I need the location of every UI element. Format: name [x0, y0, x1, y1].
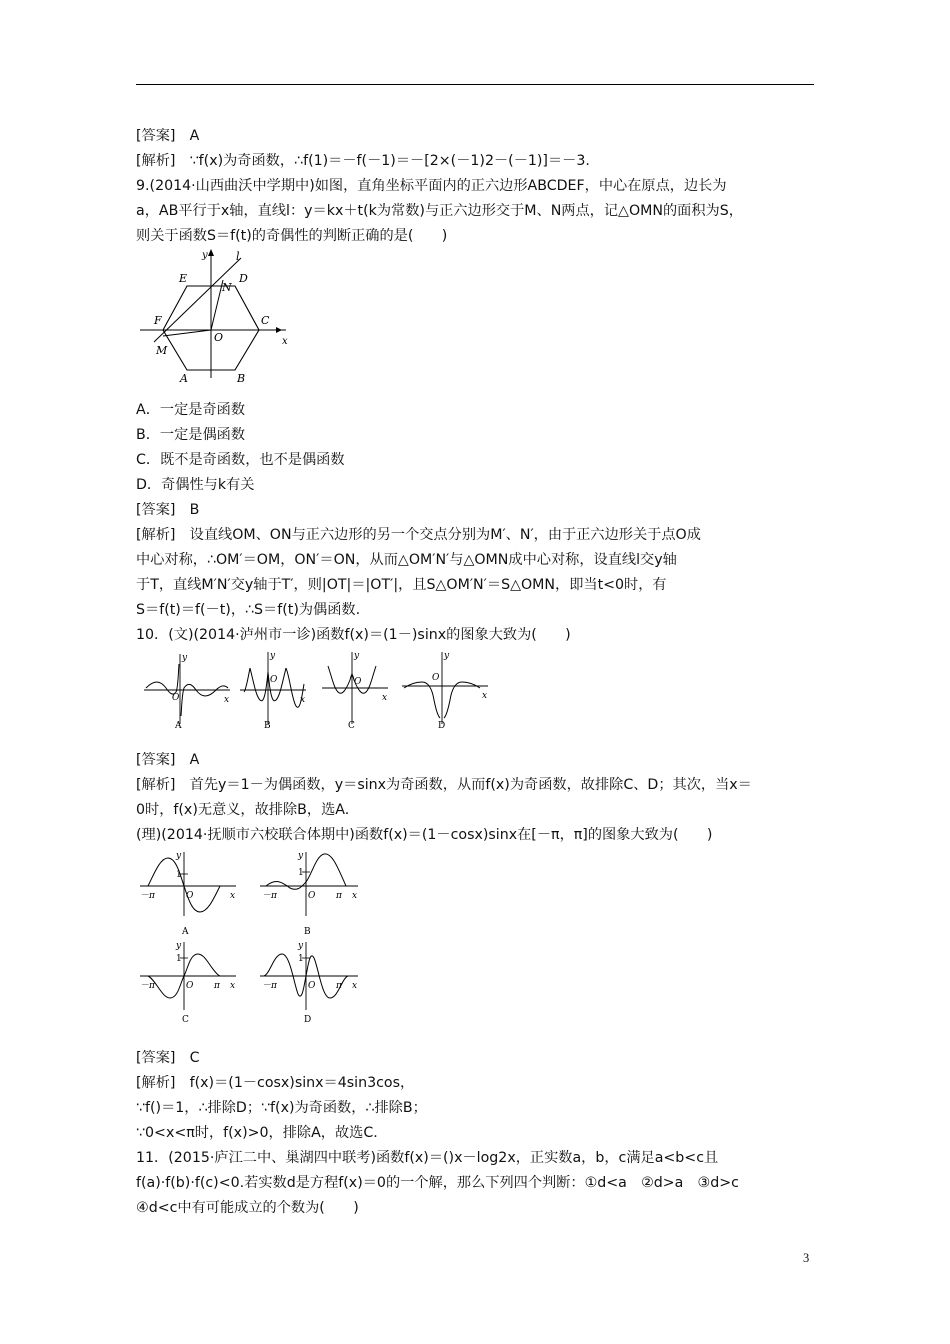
svg-text:y: y — [354, 651, 360, 661]
answer-10-wen: [答案] A — [136, 752, 200, 768]
graph-li-D-label: D — [304, 1015, 312, 1022]
answer-10-li: [答案] C — [136, 1050, 200, 1066]
svg-text:1: 1 — [176, 870, 182, 880]
svg-text:－π: －π — [262, 891, 277, 901]
question-10-li: (理)(2014·抚顺市六校联合体期中)函数f(x)＝(1－cosx)sinx在[－π，π]的图象大致为( ) — [136, 827, 713, 843]
graph-10B — [240, 651, 306, 731]
graph-10A-label: A — [175, 721, 182, 731]
segment-OM — [163, 330, 211, 336]
svg-text:π: π — [336, 891, 342, 901]
x-label: x — [282, 336, 288, 347]
svg-text:x: x — [230, 891, 236, 901]
graph-li-C-label: C — [182, 1015, 189, 1022]
svg-text:O: O — [172, 693, 180, 703]
vertex-B: B — [237, 372, 246, 385]
svg-text:－π: －π — [262, 981, 277, 991]
vertex-C: C — [261, 314, 270, 327]
svg-text:O: O — [354, 677, 362, 687]
svg-text:1: 1 — [298, 868, 304, 878]
hexagon-figure — [136, 246, 296, 386]
svg-text:x: x — [352, 981, 358, 991]
analysis-9-line2: 中心对称，∴OM′＝OM，ON′＝ON，从而△OM′N′与△OMN成中心对称，设直线l交y轴 — [136, 552, 677, 568]
line-l-label: l — [236, 250, 240, 263]
graph-10C — [322, 651, 388, 731]
svg-text:O: O — [270, 675, 278, 685]
y-label: y — [202, 250, 208, 261]
svg-text:x: x — [352, 891, 358, 901]
y-axis-arrow — [208, 249, 214, 256]
question-10-wen: 10．(文)(2014·泸州市一诊)函数f(x)＝(1－)sinx的图象大致为( ) — [136, 627, 571, 643]
line-l — [154, 258, 241, 342]
svg-text:y: y — [176, 941, 182, 951]
svg-text:y: y — [298, 851, 304, 861]
analysis-9-line3: 于T，直线M′N′交y轴于T′，则|OT|＝|OT′|，且S△OM′N′＝S△OMN，即当t<0时，有 — [136, 577, 667, 593]
svg-text:y: y — [444, 651, 450, 661]
option-9C: C．既不是奇函数，也不是偶函数 — [136, 452, 345, 468]
answer-8: [答案] A — [136, 128, 200, 144]
svg-text:x: x — [382, 693, 388, 703]
page-number: 3 — [803, 1251, 810, 1265]
analysis-10-wen-line1: [解析] 首先y＝1－为偶函数，y＝sinx为奇函数，从而f(x)为奇函数，故排除C、D；其次，当x＝ — [136, 777, 752, 793]
question-9-line1: 9.(2014·山西曲沃中学期中)如图，直角坐标平面内的正六边形ABCDEF，中心在原点，边长为 — [136, 178, 727, 194]
graph-li-B-label: B — [304, 927, 311, 937]
svg-text:y: y — [176, 851, 182, 861]
graph-li-D — [260, 941, 358, 1022]
question-9-line2: a，AB平行于x轴，直线l：y＝kx＋t(k为常数)与正六边形交于M、N两点，记△OMN的面积为S， — [136, 203, 743, 219]
graph-10D — [402, 651, 488, 731]
svg-text:y: y — [298, 941, 304, 951]
svg-text:π: π — [214, 981, 220, 991]
wen-graphs — [140, 648, 500, 736]
graph-10C-label: C — [348, 721, 355, 731]
option-9A: A．一定是奇函数 — [136, 402, 246, 418]
point-M: M — [156, 344, 168, 357]
analysis-9-line4: S＝f(t)＝f(－t)，∴S＝f(t)为偶函数. — [136, 602, 361, 618]
graph-li-C — [140, 941, 236, 1022]
option-9D: D．奇偶性与k有关 — [136, 477, 255, 493]
svg-text:x: x — [300, 695, 306, 705]
vertex-D: D — [239, 272, 248, 285]
svg-text:－π: －π — [140, 981, 155, 991]
graph-li-B — [260, 851, 358, 937]
svg-text:x: x — [482, 691, 488, 701]
svg-text:O: O — [186, 891, 194, 901]
analysis-9-line1: [解析] 设直线OM、ON与正六边形的另一个交点分别为M′、N′，由于正六边形关于点O成 — [136, 527, 701, 543]
vertex-A: A — [180, 372, 188, 385]
header-rule — [136, 84, 814, 85]
svg-text:O: O — [432, 673, 440, 683]
question-11-line1: 11．(2015·庐江二中、巢湖四中联考)函数f(x)＝()x－log2x，正实数a，b，c满足a<b<c且 — [136, 1150, 719, 1166]
x-axis-arrow — [276, 327, 282, 333]
origin-O: O — [214, 331, 224, 344]
svg-text:O: O — [308, 981, 316, 991]
svg-text:1: 1 — [176, 954, 182, 964]
question-11-line3: ④d<c中有可能成立的个数为( ) — [136, 1200, 359, 1216]
question-11-line2: f(a)·f(b)·f(c)<0.若实数d是方程f(x)＝0的一个解，那么下列四个判断：①d<a ②d>a ③d>c — [136, 1175, 739, 1191]
analysis-10-li-line3: ∵0<x<π时，f(x)>0，排除A，故选C. — [136, 1125, 378, 1141]
analysis-8: [解析] ∵f(x)为奇函数，∴f(1)＝－f(－1)＝－[2×(－1)2－(－1)]＝－3. — [136, 153, 590, 169]
svg-text:y: y — [270, 651, 276, 661]
svg-text:x: x — [230, 981, 236, 991]
graph-10D-label: D — [438, 721, 446, 731]
graph-li-A — [140, 851, 236, 937]
vertex-F: F — [154, 314, 162, 327]
analysis-10-wen-line2: 0时，f(x)无意义，故排除B，选A. — [136, 802, 350, 818]
svg-text:x: x — [224, 695, 230, 705]
svg-text:π: π — [336, 981, 342, 991]
svg-text:－π: －π — [140, 891, 155, 901]
li-graphs — [136, 846, 366, 1022]
analysis-10-li-line1: [解析] f(x)＝(1－cosx)sinx＝4sin3cos， — [136, 1075, 415, 1091]
option-9B: B．一定是偶函数 — [136, 427, 246, 443]
svg-text:1: 1 — [298, 954, 304, 964]
svg-text:y: y — [182, 653, 188, 663]
question-9-line3: 则关于函数S＝f(t)的奇偶性的判断正确的是( ) — [136, 228, 448, 244]
point-N: N — [222, 281, 232, 294]
graph-10B-label: B — [264, 721, 271, 731]
graph-10A — [144, 653, 230, 731]
graph-li-A-label: A — [182, 927, 189, 937]
svg-text:O: O — [186, 981, 194, 991]
answer-9: [答案] B — [136, 502, 200, 518]
vertex-E: E — [179, 272, 188, 285]
analysis-10-li-line2: ∵f()＝1，∴排除D；∵f(x)为奇函数，∴排除B； — [136, 1100, 427, 1116]
svg-text:O: O — [308, 891, 316, 901]
